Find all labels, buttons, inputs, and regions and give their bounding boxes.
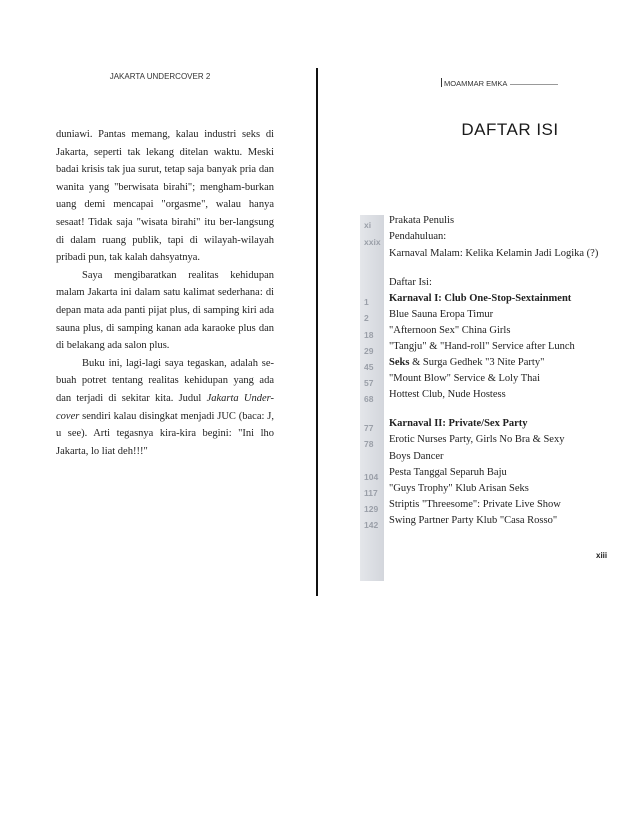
toc-page-number: 142 [364,520,379,530]
running-header-right [441,78,591,88]
paragraph-2: Saya mengibaratkan realitas kehidupan malam Jakarta ini dalam satu kalimat sederhana: di depan mata ada panti pijat plus, di samping kiri ada sauna plus, di samping kanan ada karaoke plus dan di belakang ada salon plus. [56,269,274,352]
toc-page-number: xxix [364,237,381,247]
toc-entry: Erotic Nurses Party, Girls No Bra & Sexy [389,434,565,445]
toc-entry: Pesta Tanggal Separuh Baju [389,467,507,478]
header-rule [510,84,558,85]
paragraph-3 [56,355,274,461]
toc-page-number: 2 [364,313,369,323]
paragraph-3-start: Buku ini, lagi-lagi saya tegaskan, adalah se-buah potret tentang realitas kehidupan yang ada dan terjadi di sekitar kita. Judul [56,357,274,404]
page-divider [316,68,318,596]
page-number: xiii [596,551,608,560]
toc-page-number: 104 [364,472,379,482]
toc-page-number: 78 [364,439,374,449]
toc-entry: Swing Partner Party Klub "Casa Rosso" [389,515,558,526]
toc-page-number: 129 [364,504,379,514]
toc-entry: Daftar Isi: [389,277,432,288]
toc-page-number: xi [364,220,372,230]
toc-entry: Boys Dancer [389,451,444,462]
author-name: MOAMMAR EMKA [444,79,508,88]
toc-entry: Pendahuluan: [389,231,447,242]
toc-entry: Hottest Club, Nude Hostess [389,389,506,400]
toc-page-number: 68 [364,394,374,404]
running-header-left: JAKARTA UNDERCOVER 2 [109,72,211,81]
paragraph-3-end: sendiri kalau disingkat menjadi JUC (baca: J, u see). Arti tegasnya kira-kira begini: "Ini lho Jakarta, lo liat deh!!!" [56,410,274,457]
toc-page-number: 45 [364,362,374,372]
toc-entry [389,357,544,368]
toc-page-number: 57 [364,378,374,388]
toc-entry-rest: & Surga Gedhek "3 Nite Party" [409,357,545,368]
toc-entry: "Guys Trophy" Klub Arisan Seks [389,483,529,494]
toc-entry: Blue Sauna Eropa Timur [389,309,494,320]
paragraph-1: duniawi. Pantas memang, kalau industri seks di Jakarta, seperti tak lekang ditelan waktu. Meski badai krisis tak jua surut, tetap saja banyak pria dan wanita yang "berwisata birahi"; mengham-burkan uang demi mencapai "orgasme", walau hanya sesaat! Tidak saja "wisata birahi" itu ber-langsung di dalam ruang publik, tapi di wilayah-wilayah pribadi pun, tak kalah dahsyatnya. [56,129,274,264]
toc-page-number: 117 [364,488,378,498]
toc-entry: Karnaval Malam: Kelika Kelamin Jadi Logika (?) [389,248,599,259]
toc-entry: Striptis "Threesome": Private Live Show [389,499,561,510]
toc-title: DAFTAR ISI [461,120,559,139]
toc-page-number: 1 [364,297,369,307]
book-title-italic: Jakarta Under-cover [56,392,274,422]
toc-entry: "Mount Blow" Service & Loly Thai [389,373,540,384]
toc-entry: "Tangju" & "Hand-roll" Service after Lunch [389,341,575,352]
body-text [56,126,274,460]
header-bar [441,78,442,87]
toc-page-number: 29 [364,346,374,356]
toc-page-number: 77 [364,423,374,433]
toc-section-heading: Karnaval I: Club One-Stop-Sextainment [389,293,572,304]
toc-entry: Prakata Penulis [389,215,455,226]
toc-page-number: 18 [364,330,374,340]
toc-entry: "Afternoon Sex" China Girls [389,325,511,336]
toc-entry-bold-word: Seks [389,357,410,368]
toc-section-heading: Karnaval II: Private/Sex Party [389,418,528,429]
